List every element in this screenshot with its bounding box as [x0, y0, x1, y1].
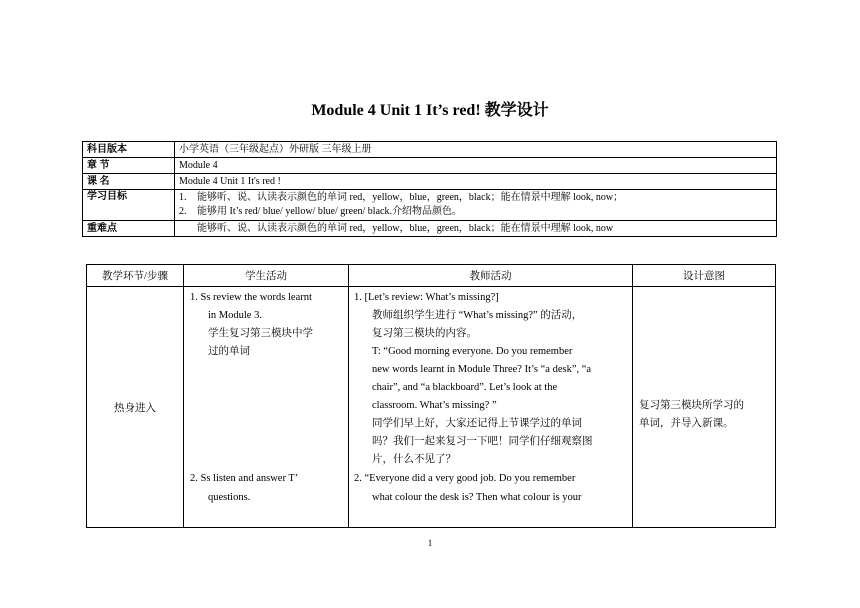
- stage-label: 热身进入: [114, 403, 156, 414]
- info-row-key-points: [83, 221, 777, 237]
- chapter-value: Module 4: [175, 158, 777, 174]
- student-line: 过的单词: [208, 346, 250, 357]
- student-line: 学生复习第三模块中学: [208, 328, 313, 339]
- document-title: Module 4 Unit 1 It’s red! 教学设计: [311, 102, 549, 119]
- student-line: 2. Ss listen and answer T’: [190, 473, 299, 484]
- teacher-line: new words learnt in Module Three? It’s “a desk”, “a: [372, 364, 592, 375]
- student-line: questions.: [208, 492, 251, 503]
- teacher-line: classroom. What’s missing? ”: [372, 400, 497, 411]
- header-teacher: 教师活动: [349, 265, 633, 287]
- teacher-line: T: “Good morning everyone. Do you remember: [372, 346, 573, 357]
- info-row-chapter: [83, 158, 777, 174]
- stage-cell: [87, 287, 184, 528]
- plan-row-warmup: [87, 287, 776, 528]
- goal-item: 1. 能够听、说、认读表示颜色的单词 red，yellow，blue，green，black；能在情景中理解 look, now；: [179, 192, 624, 203]
- subject-label: 科目版本: [83, 142, 175, 158]
- header-intent: 设计意图: [633, 265, 776, 287]
- design-intent-cell: [633, 287, 776, 528]
- teacher-activity-cell: [349, 287, 633, 528]
- teacher-line: 教师组织学生进行 “What’s missing?” 的活动，: [372, 310, 583, 321]
- plan-header-row: [87, 265, 776, 287]
- key-points-value: 能够听、说、认读表示颜色的单词 red，yellow，blue，green，black；能在情景中理解 look, now: [175, 221, 777, 237]
- lesson-plan-table: [86, 264, 776, 528]
- info-row-lesson: [83, 174, 777, 190]
- info-row-subject: [83, 142, 777, 158]
- course-info-table: [82, 141, 777, 237]
- key-points-label: 重难点: [83, 221, 175, 237]
- page-number: 1: [427, 538, 433, 548]
- intent-line: 单词，并导入新课。: [639, 418, 734, 429]
- intent-line: 复习第三模块所学习的: [639, 400, 744, 411]
- teacher-line: 复习第三模块的内容。: [372, 328, 477, 339]
- lesson-label: 课 名: [83, 174, 175, 190]
- info-row-goals: [83, 190, 777, 221]
- student-activity-cell: [184, 287, 349, 528]
- teacher-line: 吗？我们一起来复习一下吧！同学们仔细观察图: [372, 436, 593, 447]
- teacher-line: 同学们早上好，大家还记得上节课学过的单词: [372, 418, 582, 429]
- student-line: 1. Ss review the words learnt: [190, 292, 312, 303]
- subject-value: 小学英语（三年级起点）外研版 三年级上册: [175, 142, 777, 158]
- lesson-value: Module 4 Unit 1 It's red !: [175, 174, 777, 190]
- header-student: 学生活动: [184, 265, 349, 287]
- teacher-line: 片，什么不见了？: [372, 454, 456, 465]
- teacher-line: 2. “Everyone did a very good job. Do you remember: [354, 473, 576, 484]
- teacher-line: chair”, and “a blackboard”. Let’s look at the: [372, 382, 558, 393]
- teacher-line: what colour the desk is? Then what colour is your: [372, 492, 582, 503]
- goals-value: [175, 190, 777, 221]
- chapter-label: 章 节: [83, 158, 175, 174]
- header-stage: 教学环节/步骤: [87, 265, 184, 287]
- student-line: in Module 3.: [208, 310, 262, 321]
- goal-item: 2. 能够用 It’s red/ blue/ yellow/ blue/ green/ black.介绍物品颜色。: [179, 206, 462, 217]
- teacher-line: 1. [Let’s review: What’s missing?]: [354, 292, 499, 303]
- goals-label: 学习目标: [83, 190, 175, 221]
